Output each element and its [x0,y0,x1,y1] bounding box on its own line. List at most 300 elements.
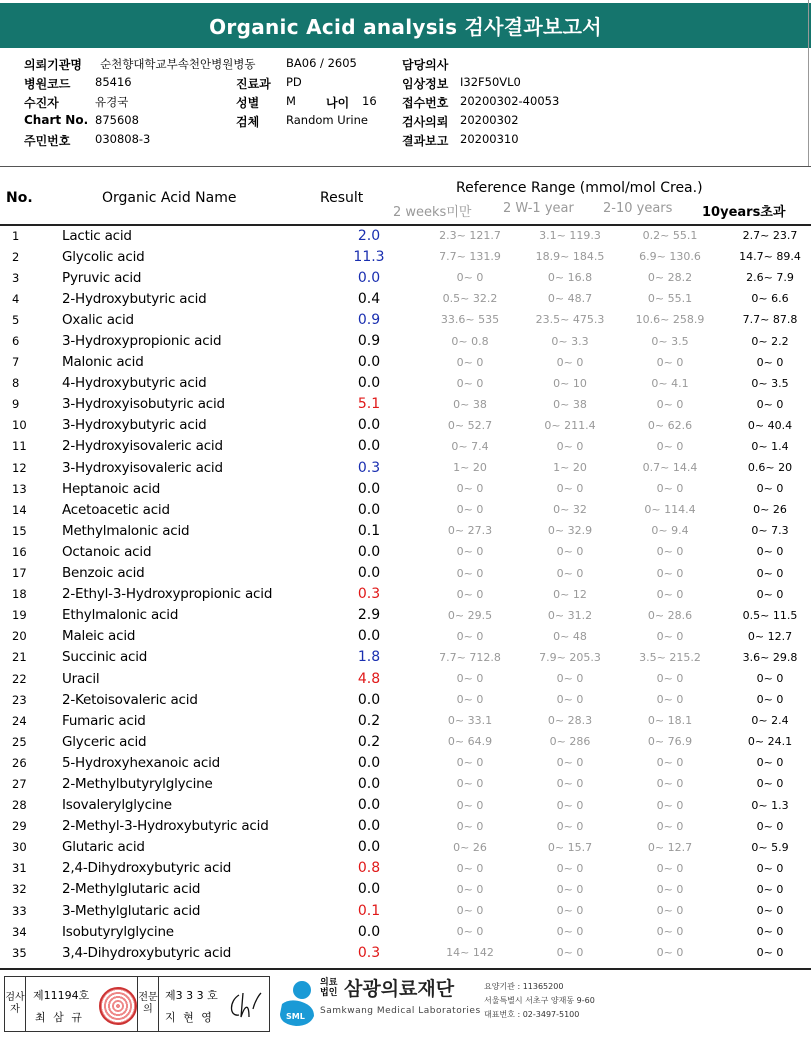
range-2-10y: 0~ 0 [656,946,684,960]
receipt-value: 20200302-40053 [460,94,560,108]
table-row [0,246,811,267]
specimen-label: 검체 [236,115,260,129]
range-2-10y: 0~ 0 [656,482,684,496]
table-row [0,816,811,837]
report-footer [0,972,811,1040]
chart-label: Chart No. [24,113,89,127]
range-under-2-weeks: 0~ 38 [453,397,487,411]
range-2w-1y: 0~ 16.8 [547,271,593,285]
acid-name: Lactic acid [62,227,132,244]
result-value: 2.9 [357,607,381,624]
row-number: 23 [12,692,27,707]
acid-name: 2-Methylglutaric acid [62,881,201,898]
result-value: 0.8 [357,860,381,877]
range-over-10y: 2.7~ 23.7 [742,229,798,243]
lab-info [484,980,595,1022]
range-over-10y: 0~ 0 [756,756,784,770]
row-number: 20 [12,629,27,644]
range-over-10y: 0.5~ 11.5 [742,608,798,622]
row-number: 7 [12,355,20,370]
range-2-10y: 0~ 0 [656,819,684,833]
range-2-10y: 0~ 4.1 [651,376,689,390]
range-2-10y: 0~ 76.9 [647,735,693,749]
header-range-3: 2-10 years [603,201,673,216]
range-over-10y: 2.6~ 7.9 [746,271,794,285]
table-row [0,436,811,457]
range-over-10y: 0~ 0 [756,882,784,896]
range-over-10y: 0~ 0 [756,672,784,686]
range-under-2-weeks: 0~ 0 [456,503,484,517]
table-row [0,309,811,330]
range-under-2-weeks: 2.3~ 121.7 [439,229,501,243]
range-over-10y: 0~ 0 [756,777,784,791]
logo-text: SML [286,1012,305,1021]
acid-name: 4-Hydroxybutyric acid [62,375,207,392]
lab-name: 삼광의료재단 [344,978,455,1000]
table-row [0,773,811,794]
acid-name: Methylmalonic acid [62,522,190,539]
range-2w-1y: 0~ 0 [556,545,584,559]
table-row [0,689,811,710]
range-under-2-weeks: 0~ 0 [456,587,484,601]
table-row [0,668,811,689]
table-row [0,352,811,373]
range-over-10y: 0~ 7.3 [751,524,789,538]
result-value: 1.8 [357,649,381,666]
age-value: 16 [362,94,377,108]
acid-name: 3-Hydroxyisovaleric acid [62,459,223,476]
range-under-2-weeks: 0~ 0 [456,629,484,643]
range-2w-1y: 0~ 0 [556,355,584,369]
result-value: 0.0 [357,839,381,856]
range-2w-1y: 0~ 38 [553,397,587,411]
range-2-10y: 0~ 114.4 [644,503,696,517]
range-2w-1y: 0~ 0 [556,777,584,791]
row-number: 29 [12,819,27,834]
result-value: 0.3 [357,586,381,603]
range-over-10y: 0.6~ 20 [747,461,793,475]
range-under-2-weeks: 0~ 33.1 [447,714,493,728]
range-2w-1y: 0~ 0 [556,946,584,960]
ward-value: BA06 / 2605 [286,56,357,70]
acid-name: Uracil [62,670,100,687]
row-number: 9 [12,397,20,412]
range-under-2-weeks: 0~ 26 [453,840,487,854]
range-over-10y: 14.7~ 89.4 [739,250,801,264]
range-over-10y: 0~ 0 [756,355,784,369]
range-2w-1y: 0~ 12 [553,587,587,601]
range-2w-1y: 0~ 0 [556,798,584,812]
row-number: 12 [12,460,27,475]
range-2-10y: 3.5~ 215.2 [639,650,701,664]
table-row [0,837,811,858]
row-number: 11 [12,439,27,454]
range-over-10y: 0~ 0 [756,819,784,833]
range-under-2-weeks: 0~ 0 [456,925,484,939]
range-2w-1y: 0~ 32.9 [547,524,593,538]
range-over-10y: 0~ 26 [753,503,787,517]
header-range-1: 2 weeks미만 [393,205,472,220]
range-2-10y: 0~ 0 [656,545,684,559]
acid-name: Octanoic acid [62,543,152,560]
report-date-label: 결과보고 [402,134,449,148]
row-number: 17 [12,566,27,581]
acid-name: Maleic acid [62,628,136,645]
range-over-10y: 0~ 0 [756,861,784,875]
row-number: 18 [12,587,27,602]
result-value: 0.0 [357,565,381,582]
result-value: 0.3 [357,459,381,476]
table-row [0,541,811,562]
row-number: 33 [12,903,27,918]
range-over-10y: 0~ 2.2 [751,334,789,348]
result-value: 0.0 [357,691,381,708]
range-under-2-weeks: 0~ 52.7 [447,418,493,432]
range-2-10y: 0~ 0 [656,629,684,643]
examiner-number: 제11194호 [33,989,90,1002]
lab-english-name: Samkwang Medical Laboratories [320,1006,481,1016]
requester-value: 순천향대학교부속천안병원병동 [100,57,256,71]
range-2-10y: 0~ 0 [656,904,684,918]
row-number: 22 [12,671,27,686]
acid-name: Ethylmalonic acid [62,607,179,624]
range-2-10y: 0~ 3.5 [651,334,689,348]
acid-name: 2-Hydroxyisovaleric acid [62,438,223,455]
specialist-number: 제3 3 3 호 [165,989,218,1002]
table-row [0,225,811,246]
acid-name: 2-Methylbutyrylglycine [62,775,213,792]
doctor-label: 담당의사 [402,58,449,72]
result-value: 4.8 [357,670,381,687]
table-row [0,584,811,605]
lab-prefix [320,978,337,998]
signature-box [4,976,270,1032]
range-under-2-weeks: 7.7~ 131.9 [439,250,501,264]
header-no: No. [6,190,33,206]
row-number: 21 [12,650,27,665]
row-number: 30 [12,840,27,855]
result-value: 11.3 [353,248,385,265]
range-2w-1y: 3.1~ 119.3 [539,229,601,243]
req-date-label: 검사의뢰 [402,115,449,129]
result-value: 0.0 [357,501,381,518]
range-2-10y: 0~ 0 [656,925,684,939]
row-number: 2 [12,249,20,264]
range-under-2-weeks: 0~ 0 [456,376,484,390]
acid-name: 2-Ethyl-3-Hydroxypropionic acid [62,586,273,603]
lab-prefix-2: 법인 [320,988,338,998]
results-body [0,225,811,963]
requester-label: 의뢰기관명 [24,58,82,72]
req-date-value: 20200302 [460,113,519,127]
table-row [0,795,811,816]
range-2w-1y: 0~ 0 [556,882,584,896]
range-under-2-weeks: 1~ 20 [453,461,487,475]
range-2-10y: 0~ 0 [656,566,684,580]
range-over-10y: 0~ 0 [756,397,784,411]
range-2-10y: 0~ 28.6 [647,608,693,622]
table-row [0,288,811,309]
range-2w-1y: 0~ 0 [556,904,584,918]
range-under-2-weeks: 0~ 27.3 [447,524,493,538]
row-number: 13 [12,481,27,496]
acid-name: 2-Hydroxybutyric acid [62,290,207,307]
table-row [0,921,811,942]
range-2-10y: 0~ 0 [656,355,684,369]
header-range-2: 2 W-1 year [503,201,574,216]
range-under-2-weeks: 33.6~ 535 [440,313,500,327]
examiner-seal-icon [99,987,137,1025]
range-over-10y: 0~ 24.1 [747,735,793,749]
result-value: 0.0 [357,375,381,392]
result-value: 0.0 [357,881,381,898]
table-row [0,267,811,288]
acid-name: Succinic acid [62,649,148,666]
result-value: 0.0 [357,480,381,497]
result-value: 0.0 [357,438,381,455]
header-range-4: 10years초과 [702,205,786,220]
table-row [0,563,811,584]
range-over-10y: 0~ 1.4 [751,439,789,453]
range-2w-1y: 0~ 15.7 [547,840,593,854]
range-2w-1y: 0~ 0 [556,566,584,580]
table-row [0,626,811,647]
result-value: 2.0 [357,227,381,244]
result-value: 0.2 [357,712,381,729]
range-under-2-weeks: 0~ 0 [456,904,484,918]
range-over-10y: 0~ 0 [756,925,784,939]
range-2w-1y: 0~ 211.4 [544,418,596,432]
range-over-10y: 0~ 0 [756,693,784,707]
range-over-10y: 0~ 3.5 [751,376,789,390]
patient-value: 유경국 [95,95,129,109]
range-under-2-weeks: 0~ 0 [456,882,484,896]
table-row [0,879,811,900]
range-2w-1y: 0~ 3.3 [551,334,589,348]
range-2-10y: 6.9~ 130.6 [639,250,701,264]
range-2-10y: 10.6~ 258.9 [635,313,705,327]
row-number: 31 [12,861,27,876]
range-2-10y: 0~ 0 [656,756,684,770]
acid-name: Isobutyrylglycine [62,923,174,940]
range-under-2-weeks: 0~ 0 [456,545,484,559]
range-2-10y: 0~ 0 [656,882,684,896]
patient-label: 수진자 [24,96,59,110]
range-2-10y: 0~ 28.2 [647,271,693,285]
result-value: 0.1 [357,522,381,539]
row-number: 3 [12,270,20,285]
table-row [0,499,811,520]
sex-value: M [286,94,296,108]
range-2w-1y: 0~ 0 [556,861,584,875]
rrn-label: 주민번호 [24,134,71,148]
row-number: 25 [12,734,27,749]
row-number: 16 [12,544,27,559]
acid-name: Glutaric acid [62,839,145,856]
lab-prefix-1: 의료 [320,978,338,988]
acid-name: 3-Hydroxybutyric acid [62,417,207,434]
result-value: 0.2 [357,733,381,750]
row-number: 34 [12,924,27,939]
dept-label: 진료과 [236,77,271,91]
table-row [0,457,811,478]
header-result: Result [320,190,364,206]
row-number: 6 [12,334,20,349]
acid-name: Malonic acid [62,354,144,371]
range-2-10y: 0~ 12.7 [647,840,693,854]
row-number: 35 [12,945,27,960]
specialist-name: 지 현 영 [165,1011,214,1024]
range-under-2-weeks: 0~ 0 [456,693,484,707]
hospital-code-label: 병원코드 [24,77,71,91]
range-under-2-weeks: 7.7~ 712.8 [439,650,501,664]
range-2w-1y: 1~ 20 [553,461,587,475]
acid-name: Glyceric acid [62,733,147,750]
range-over-10y: 0~ 12.7 [747,629,793,643]
range-over-10y: 0~ 2.4 [751,714,789,728]
clinical-value: I32F50VL0 [460,75,521,89]
examiner-name: 최 삼 규 [35,1011,84,1024]
range-2-10y: 0~ 62.6 [647,418,693,432]
range-under-2-weeks: 0~ 7.4 [451,439,489,453]
acid-name: 3-Methylglutaric acid [62,902,201,919]
dept-value: PD [286,75,302,89]
table-row [0,942,811,963]
row-number: 27 [12,776,27,791]
range-2w-1y: 0~ 32 [553,503,587,517]
acid-name: Heptanoic acid [62,480,161,497]
result-value: 0.4 [357,290,381,307]
range-2-10y: 0~ 0 [656,439,684,453]
receipt-label: 접수번호 [402,96,449,110]
range-2w-1y: 0~ 0 [556,482,584,496]
range-under-2-weeks: 14~ 142 [446,946,494,960]
result-value: 0.9 [357,333,381,350]
result-value: 0.0 [357,923,381,940]
range-2w-1y: 18.9~ 184.5 [535,250,605,264]
range-2-10y: 0~ 55.1 [647,292,693,306]
row-number: 15 [12,523,27,538]
hospital-code-value: 85416 [95,75,132,89]
table-row [0,330,811,351]
range-over-10y: 0~ 1.3 [751,798,789,812]
acid-name: Pyruvic acid [62,269,142,286]
acid-name: Fumaric acid [62,712,146,729]
age-label: 나이 [326,96,350,110]
result-value: 0.0 [357,628,381,645]
lab-phone: 대표번호 : 02-3497-5100 [484,1010,580,1019]
row-number: 5 [12,312,20,327]
report-title: Organic Acid analysis 검사결과보고서 [0,3,811,48]
range-2w-1y: 0~ 0 [556,819,584,833]
table-row [0,478,811,499]
table-row [0,394,811,415]
result-value: 0.0 [357,417,381,434]
range-2w-1y: 0~ 10 [553,376,587,390]
row-number: 24 [12,713,27,728]
range-2-10y: 0~ 0 [656,693,684,707]
range-2-10y: 0~ 18.1 [647,714,693,728]
rrn-value: 030808-3 [95,132,151,146]
acid-name: Oxalic acid [62,311,134,328]
range-under-2-weeks: 0~ 0 [456,271,484,285]
range-2-10y: 0~ 9.4 [651,524,689,538]
acid-name: 5-Hydroxyhexanoic acid [62,754,221,771]
range-2-10y: 0~ 0 [656,587,684,601]
range-under-2-weeks: 0~ 0 [456,756,484,770]
result-value: 0.0 [357,797,381,814]
table-row [0,752,811,773]
range-2-10y: 0~ 0 [656,861,684,875]
range-under-2-weeks: 0~ 0 [456,861,484,875]
chart-value: 875608 [95,113,139,127]
row-number: 14 [12,502,27,517]
range-2w-1y: 0~ 28.3 [547,714,593,728]
border-line [808,0,809,166]
row-number: 4 [12,291,20,306]
row-number: 32 [12,882,27,897]
header-name: Organic Acid Name [102,190,237,206]
table-row [0,647,811,668]
table-row [0,731,811,752]
range-2w-1y: 0~ 0 [556,672,584,686]
acid-name: 3,4-Dihydroxybutyric acid [62,944,232,961]
acid-name: Isovalerylglycine [62,797,172,814]
table-row [0,710,811,731]
range-over-10y: 0~ 0 [756,545,784,559]
acid-name: Acetoacetic acid [62,501,170,518]
range-over-10y: 0~ 0 [756,482,784,496]
range-2-10y: 0~ 0 [656,672,684,686]
specialist-label: 전문의 [137,977,159,1031]
row-number: 28 [12,798,27,813]
table-row [0,900,811,921]
row-number: 26 [12,755,27,770]
result-value: 0.0 [357,775,381,792]
range-under-2-weeks: 0~ 0 [456,482,484,496]
result-value: 0.0 [357,543,381,560]
range-over-10y: 0~ 0 [756,566,784,580]
range-over-10y: 0~ 40.4 [747,418,793,432]
range-under-2-weeks: 0~ 0 [456,672,484,686]
lab-logo-icon [274,978,320,1028]
result-value: 0.3 [357,944,381,961]
table-row [0,858,811,879]
range-under-2-weeks: 0~ 29.5 [447,608,493,622]
clinical-label: 임상정보 [402,77,449,91]
range-2w-1y: 0~ 48.7 [547,292,593,306]
range-under-2-weeks: 0~ 0 [456,355,484,369]
acid-name: 2-Ketoisovaleric acid [62,691,198,708]
result-value: 0.0 [357,754,381,771]
row-number: 19 [12,608,27,623]
lab-code: 요양기관 : 11365200 [484,982,564,991]
row-number: 8 [12,376,20,391]
range-over-10y: 7.7~ 87.8 [742,313,798,327]
results-table [0,225,811,963]
acid-name: 2-Methyl-3-Hydroxybutyric acid [62,818,269,835]
acid-name: 3-Hydroxypropionic acid [62,333,222,350]
result-value: 0.0 [357,354,381,371]
range-2-10y: 0.7~ 14.4 [642,461,698,475]
patient-info [24,56,804,151]
range-over-10y: 0~ 0 [756,587,784,601]
range-over-10y: 0~ 0 [756,904,784,918]
signature-icon [225,987,265,1023]
range-2w-1y: 0~ 0 [556,925,584,939]
divider [0,166,811,167]
acid-name: 2,4-Dihydroxybutyric acid [62,860,232,877]
